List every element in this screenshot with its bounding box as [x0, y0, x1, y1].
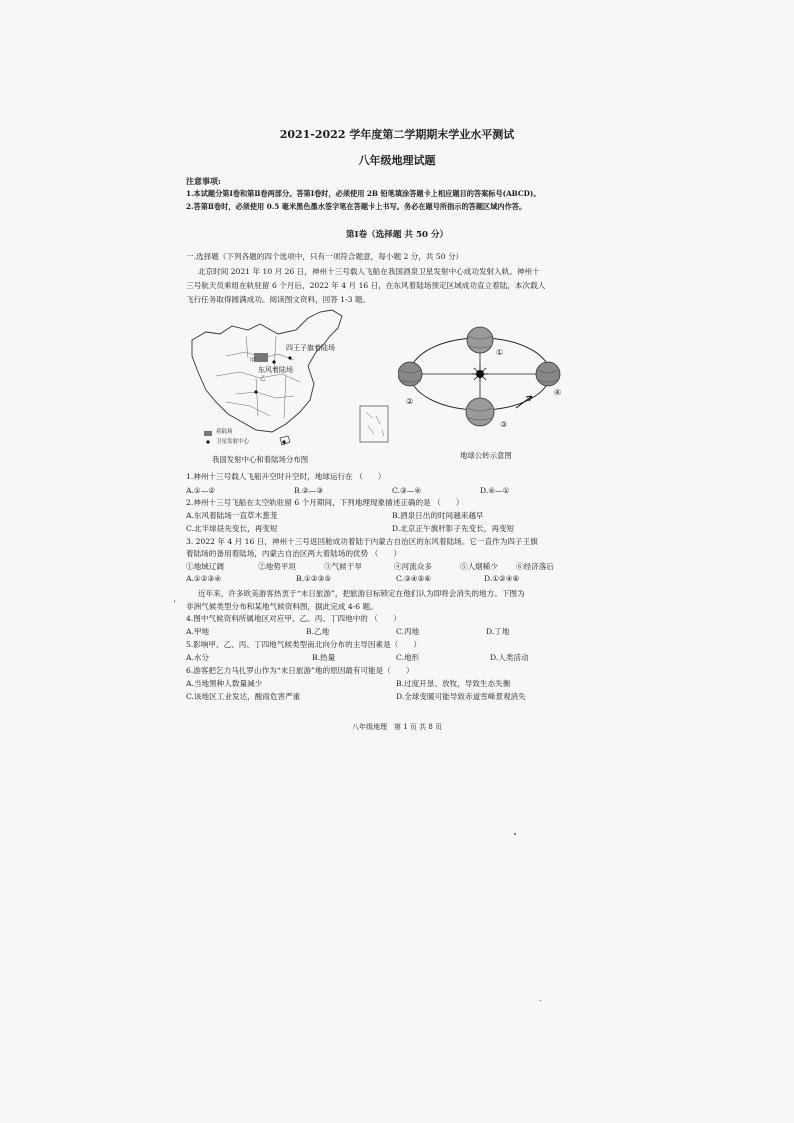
notes-line-1: 1.本试题分第Ⅰ卷和第Ⅱ卷两部分。答第Ⅰ卷时，必须使用 2B 铅笔填涂答题卡上相应题目的答案标号(ABCD)。: [186, 189, 541, 198]
q3-option-a: A.①②③④: [186, 574, 222, 583]
q1-option-c: C.③—④: [392, 486, 422, 495]
q2-option-d: D.北京正午旗杆影子先变长，再变短: [392, 524, 515, 533]
orbit-direction-arrow: [516, 396, 532, 408]
q5-option-d: D.人类活动: [490, 653, 529, 662]
orbit-caption: 地球公转示意图: [460, 451, 512, 460]
china-map-figure: [186, 306, 396, 452]
section-title: 第Ⅰ卷（选择题 共 50 分）: [345, 230, 449, 240]
q3-choice-6: ⑥经济落后: [516, 562, 554, 571]
q3-stem-1: 3. 2022 年 4 月 16 日，神州十三号返回舱成功着陆于内蒙古自治区的东风着陆场。它一直作为四子王旗: [186, 537, 538, 546]
q6-stem: 6.游客把乞力马扎罗山作为“末日旅游”地的原因最有可能是（ ）: [186, 666, 414, 675]
legend-landing-label: 着陆场: [216, 429, 233, 435]
hainan-island: [280, 436, 290, 445]
intro2-line-2: 非洲气候类型分布和某地气候资料图，据此完成 4-6 题。: [186, 602, 378, 611]
q1-option-d: D.④—①: [480, 486, 510, 495]
q2-option-b: B.酒泉日出的时间越来越早: [392, 511, 484, 520]
page-footer: 八年级地理 第 1 页 共 8 页: [351, 723, 443, 731]
earth-top: [467, 327, 493, 353]
earth-right: [536, 362, 560, 386]
legend-launch-label: 卫星发射中心: [216, 439, 250, 445]
orbit-figure: [398, 322, 568, 442]
q4-stem: 4.图中气候资料所属地区对应甲、乙、丙、丁四地中的 （ ）: [186, 614, 401, 623]
intro-line-3: 飞行任务取得圆满成功。阅读图文资料，回答 1-3 题。: [186, 295, 371, 304]
scan-speck: [514, 833, 516, 835]
q5-stem: 5.影响甲、乙、丙、丁四地气候类型南北向分布的主导因素是（ ）: [186, 640, 422, 649]
q1-stem: 1.神州十三号载人飞船升空时升空时，地球运行在 （ ）: [186, 472, 386, 481]
q1-option-b: B.②—③: [294, 486, 324, 495]
q3-option-b: B.①②③⑤: [296, 574, 332, 583]
launch-center-dot-2: [254, 390, 257, 393]
orbit-pos-4: ④: [554, 388, 562, 397]
q4-option-b: B.乙地: [306, 627, 330, 636]
intro-line-1: 北京时间 2021 年 10 月 26 日，神州十三号载人飞船在我国酒泉卫星发射中心成功发射入轨。神州十: [198, 267, 540, 276]
q2-option-c: C.北半球昼先变长，再变短: [186, 524, 278, 533]
q3-stem-2: 着陆场的备用着陆场，内蒙古自治区两大着陆场的优势 （ ）: [186, 549, 402, 558]
q3-choice-2: ②地势平坦: [258, 562, 296, 571]
q6-option-d: D.全球变暖可能导致赤道雪峰景观消失: [396, 692, 526, 701]
q5-option-a: A.水分: [186, 653, 210, 662]
orbit-pos-3: ③: [500, 420, 508, 429]
earth-left: [398, 362, 422, 386]
q6-option-c: C.该地区工业发达，酸雨危害严重: [186, 692, 301, 701]
legend-landing-swatch: [204, 431, 212, 436]
part1-instruction: 一.选择题（下列各题的四个选项中，只有一项符合题意，每小题 2 分，共 50 分）: [186, 252, 464, 261]
launch-center-dot-1: [272, 360, 275, 363]
q3-option-c: C.③④⑤⑥: [396, 574, 432, 583]
q3-choice-5: ⑤人烟稀少: [460, 562, 498, 571]
intro-line-2: 三号航天员乘组在轨驻留 6 个月后，2022 年 4 月 16 日，在东风着陆场预定区域成功直立着陆，本次载人: [186, 281, 546, 290]
q4-option-a: A.甲地: [186, 627, 210, 636]
launch-center-dot-3: [288, 356, 291, 359]
q3-option-d: D.①②④⑥: [484, 574, 520, 583]
label-siziwang: 四王子旗着陆场: [286, 344, 335, 352]
marker-yi: 乙: [260, 376, 266, 382]
notes-line-2: 2.答第Ⅱ卷时，必须使用 0.5 毫米黑色墨水签字笔在答题卡上书写。务必在题号所指示的答题区域内作答。: [186, 202, 527, 211]
earth-bottom: [466, 398, 494, 426]
q4-option-d: D.丁地: [486, 627, 510, 636]
q3-choice-4: ④河流众多: [394, 562, 432, 571]
exam-subtitle: 八年级地理试题: [358, 154, 436, 167]
scan-speck: [540, 1000, 541, 1001]
q6-option-b: B.过度开垦、放牧，导致生态失衡: [396, 679, 511, 688]
q3-choice-3: ③气候干旱: [324, 562, 362, 571]
q3-choice-1: ①地域辽阔: [186, 562, 224, 571]
south-sea-inset: [360, 406, 388, 442]
q2-option-a: A.东风着陆场一直草木葱茏: [186, 511, 278, 520]
orbit-pos-1: ①: [496, 348, 504, 357]
q2-stem: 2.神州十三号飞船在太空轨驻留 6 个月期间，下列地理现象描述正确的是 （ ）: [186, 498, 464, 507]
label-dongfeng: 东风着陆场: [258, 366, 293, 374]
scan-speck: [174, 600, 175, 603]
orbit-pos-2: ②: [406, 397, 414, 406]
q6-option-a: A.当地黑种人数量减少: [186, 679, 263, 688]
q5-option-c: C.地形: [396, 653, 420, 662]
q1-option-a: A.①—②: [186, 486, 216, 495]
exam-title: 2021-2022 学年度第二学期期末学业水平测试: [279, 128, 515, 141]
orbit-diagram: [398, 322, 568, 442]
map-caption: 我国发射中心和着陆场分布图: [212, 455, 309, 464]
q4-option-c: C.丙地: [396, 627, 420, 636]
launch-center-dot-4: [282, 440, 285, 443]
intro2-line-1: 近年来，许多欧美游客热衷于“末日旅游”，把旅游目标锁定在他们认为即将会消失的地方。下图为: [198, 589, 525, 598]
marker-jia: 甲: [250, 358, 256, 364]
landing-area-shade: [254, 353, 268, 362]
notes-heading: 注意事项:: [186, 176, 221, 186]
legend-launch-dot: [206, 440, 209, 443]
q5-option-b: B.热量: [312, 653, 336, 662]
